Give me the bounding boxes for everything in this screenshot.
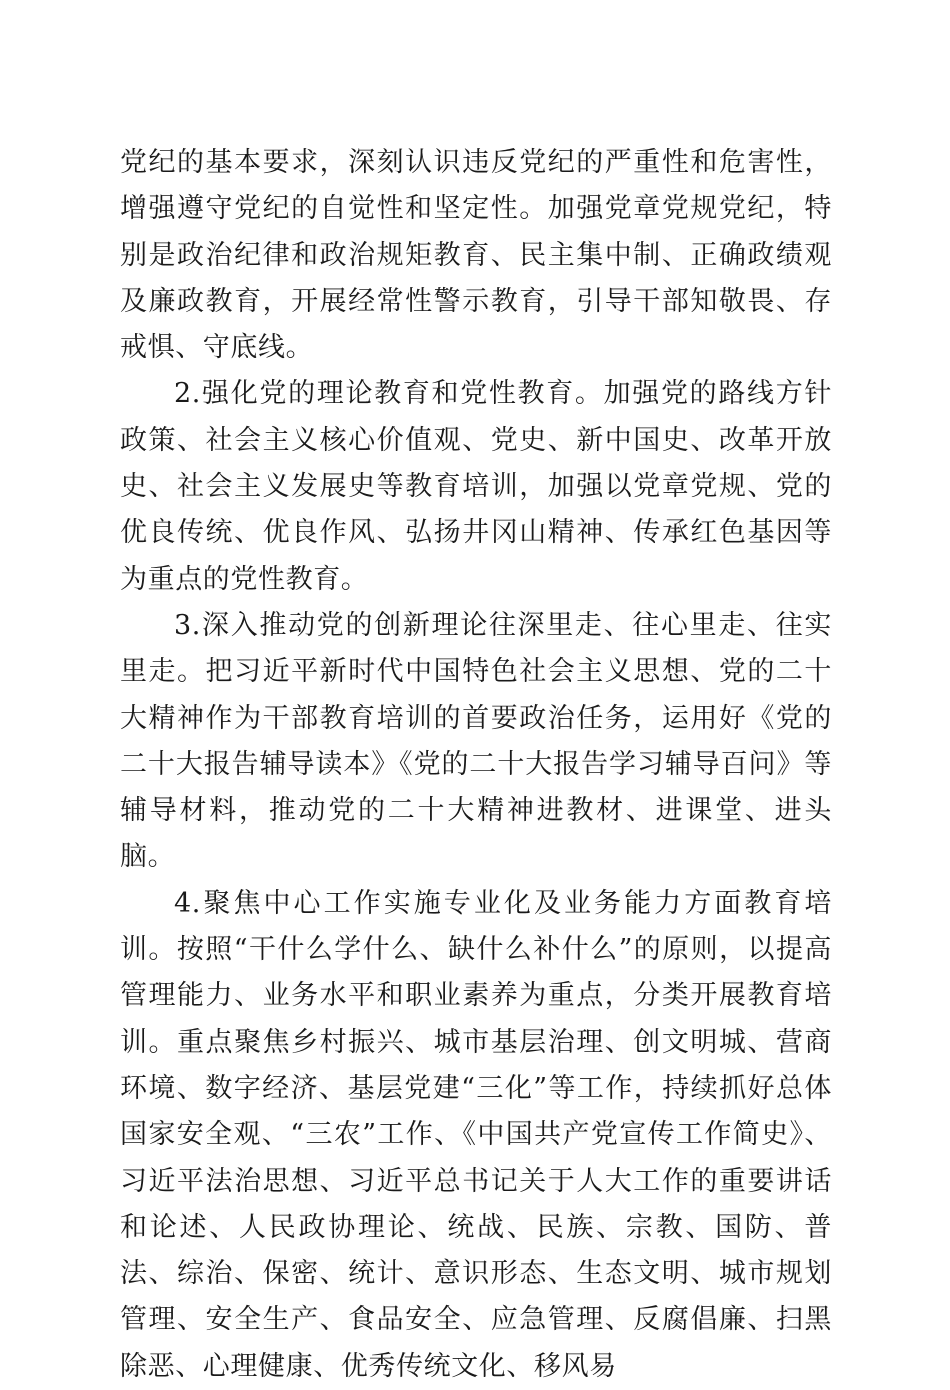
document-body [120,140,832,1390]
paragraph-item-2: 2.强化党的理论教育和党性教育。加强党的路线方针政策、社会主义核心价值观、党史、新中国史、改革开放史、社会主义发展史等教育培训，加强以党章党规、党的优良传统、优良作风、弘扬井冈山精神、传承红色基因等为重点的党性教育。 [120,378,832,595]
paragraph-continuation: 党纪的基本要求，深刻认识违反党纪的严重性和危害性，增强遵守党纪的自觉性和坚定性。加强党章党规党纪，特别是政治纪律和政治规矩教育、民主集中制、正确政绩观及廉政教育，开展经常性警示教育，引导干部知敬畏、存戒惧、守底线。 [120,147,832,364]
paragraph-item-3: 3.深入推动党的创新理论往深里走、往心里走、往实里走。把习近平新时代中国特色社会主义思想、党的二十大精神作为干部教育培训的首要政治任务，运用好《党的二十大报告辅导读本》《党的二十大报告学习辅导百问》等辅导材料，推动党的二十大精神进教材、进课堂、进头脑。 [120,609,832,873]
paragraph-item-4: 4.聚焦中心工作实施专业化及业务能力方面教育培训。按照“干什么学什么、缺什么补什么”的原则，以提高管理能力、业务水平和职业素养为重点，分类开展教育培训。重点聚焦乡村振兴、城市基层治理、创文明城、营商环境、数字经济、基层党建“三化”等工作，持续抓好总体国家安全观、“三农”工作、《中国共产党宣传工作简史》、习近平法治思想、习近平总书记关于人大工作的重要讲话和论述、人民政协理论、统战、民族、宗教、国防、普法、综治、保密、统计、意识形态、生态文明、城市规划管理、安全生产、食品安全、应急管理、反腐倡廉、扫黑除恶、心理健康、优秀传统文化、移风易 [120,887,832,1382]
